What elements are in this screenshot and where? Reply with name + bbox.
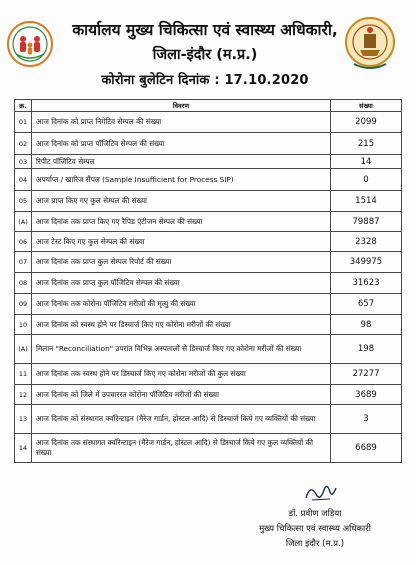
row-serial: 02 [15,133,32,155]
row-count: 2328 [331,232,402,252]
row-count: 14 [331,155,402,169]
row-description: रिपीट पॉजिटिव सेम्पल [32,155,331,169]
table-row [15,112,402,133]
row-serial: 14 [15,434,32,463]
row-serial: 04 [15,169,32,191]
row-count: 1514 [331,191,402,212]
row-count: 0 [331,169,402,191]
row-description: आज दिनांक को प्राप्त पॉजिटिव सेम्पल की संख्या [32,133,331,155]
header-count: संख्या [331,100,402,112]
row-serial: 08 [15,273,32,294]
row-description: आज दिनांक को स्वस्थ होने पर डिस्चार्ज किए गए कोरोना मरीजों की संख्या [32,315,331,335]
row-count: 98 [331,315,402,335]
table-row [15,315,402,335]
row-count: 79887 [331,212,402,232]
row-serial: 10 [15,315,32,335]
row-serial: 01 [15,112,32,133]
row-count: 2099 [331,112,402,133]
table-row [15,364,402,385]
table-header-row [15,100,402,112]
bulletin-table [14,99,402,463]
row-description: आज दिनांक तक प्राप्त कुल पॉजिटिव सेम्पल की संख्या [32,273,331,294]
row-description: आज टेस्ट किए गए कुल सेम्पल की संख्या [32,232,331,252]
row-description: आज दिनांक तक प्राप्त कुल सेम्पल रिपोर्ट की संख्या [32,252,331,273]
row-serial: 03 [15,155,32,169]
table-row [15,405,402,434]
row-serial: (A) [15,335,32,364]
table-row [15,335,402,364]
nhm-logo-icon [6,20,54,68]
row-serial: 11 [15,364,32,385]
row-serial: 13 [15,405,32,434]
table-row [15,133,402,155]
signatory-office: जिला इंदौर (म.प्र.) [285,539,345,549]
row-count: 198 [331,335,402,364]
row-serial: 09 [15,294,32,315]
table-row [15,294,402,315]
row-count: 27277 [331,364,402,385]
row-description: आज प्राप्त किए गए कुल सेम्पल की संख्या [32,191,331,212]
row-serial: (A) [15,212,32,232]
row-count: 3689 [331,385,402,405]
row-serial: 05 [15,191,32,212]
office-title: कार्यालय मुख्य चिकित्सा एवं स्वास्थ्य अधिकारी, [72,21,338,39]
row-serial: 06 [15,232,32,252]
table-row [15,212,402,232]
row-serial: 12 [15,385,32,405]
row-description: आज दिनांक तक संस्थागत क्वॉरेन्टाइन (मैरेज गार्डन, होस्टल आदि) से डिस्चार्ज किये गए कुल व्यक्तियों की संख्या [32,434,331,463]
signatory-designation: मुख्य चिकित्सा एवं स्वास्थ्य अधिकारी [259,524,371,534]
header-serial: क्र. [15,100,32,112]
table-row [15,232,402,252]
table-row [15,273,402,294]
row-description: आज दिनांक को जिले में उपचाररत कोरोना पॉजिटिव मरीजों की संख्या [32,385,331,405]
district-title: जिला-इंदौर (म.प्र.) [152,47,258,63]
signature-scribble-icon [300,480,340,506]
header-description: विवरण [32,100,331,112]
table-row [15,385,402,405]
row-count: 6689 [331,434,402,463]
row-description: आज दिनांक तक प्राप्त किए गए रैपिड एंटीजन सेम्पल की संख्या [32,212,331,232]
row-description: आज दिनांक तक स्वस्थ होने पर डिस्चार्ज किए गए कोरोना मरीजों की कुल संख्या [32,364,331,385]
row-serial: 07 [15,252,32,273]
row-count: 3 [331,405,402,434]
signatory-name: डॉ. प्रवीण जड़िया [288,509,342,519]
row-count: 657 [331,294,402,315]
row-count: 215 [331,133,402,155]
row-count: 31623 [331,273,402,294]
row-description: आज दिनांक को संस्थागत क्वॉरेन्टाइन (मैरेज गार्डन, होस्टल आदि) से डिस्चार्ज किये गए व्यक्तियों की संख्या [32,405,331,434]
row-description: आज दिनांक को प्राप्त निगेटिव सेम्पल की संख्या [32,112,331,133]
table-row [15,252,402,273]
bulletin-date-title: कोरोना बुलेटिन दिनांक : 17.10.2020 [101,73,309,88]
row-description: मिलान "Reconciliation" उपरांत विभिन्न अस्पतालों से डिस्चार्ज किए गए कोरोना मरीजों की संख्या [32,335,331,364]
table-row [15,169,402,191]
row-description: आज दिनांक तक कोरोना पॉजिटिव मरीजों की मृत्यु की संख्या [32,294,331,315]
table-row [15,155,402,169]
table-row [15,191,402,212]
row-count: 349975 [331,252,402,273]
table-row [15,434,402,463]
row-description: अपर्याप्त / खारिज सैंपल (Sample Insufficient for Process SIP) [32,169,331,191]
